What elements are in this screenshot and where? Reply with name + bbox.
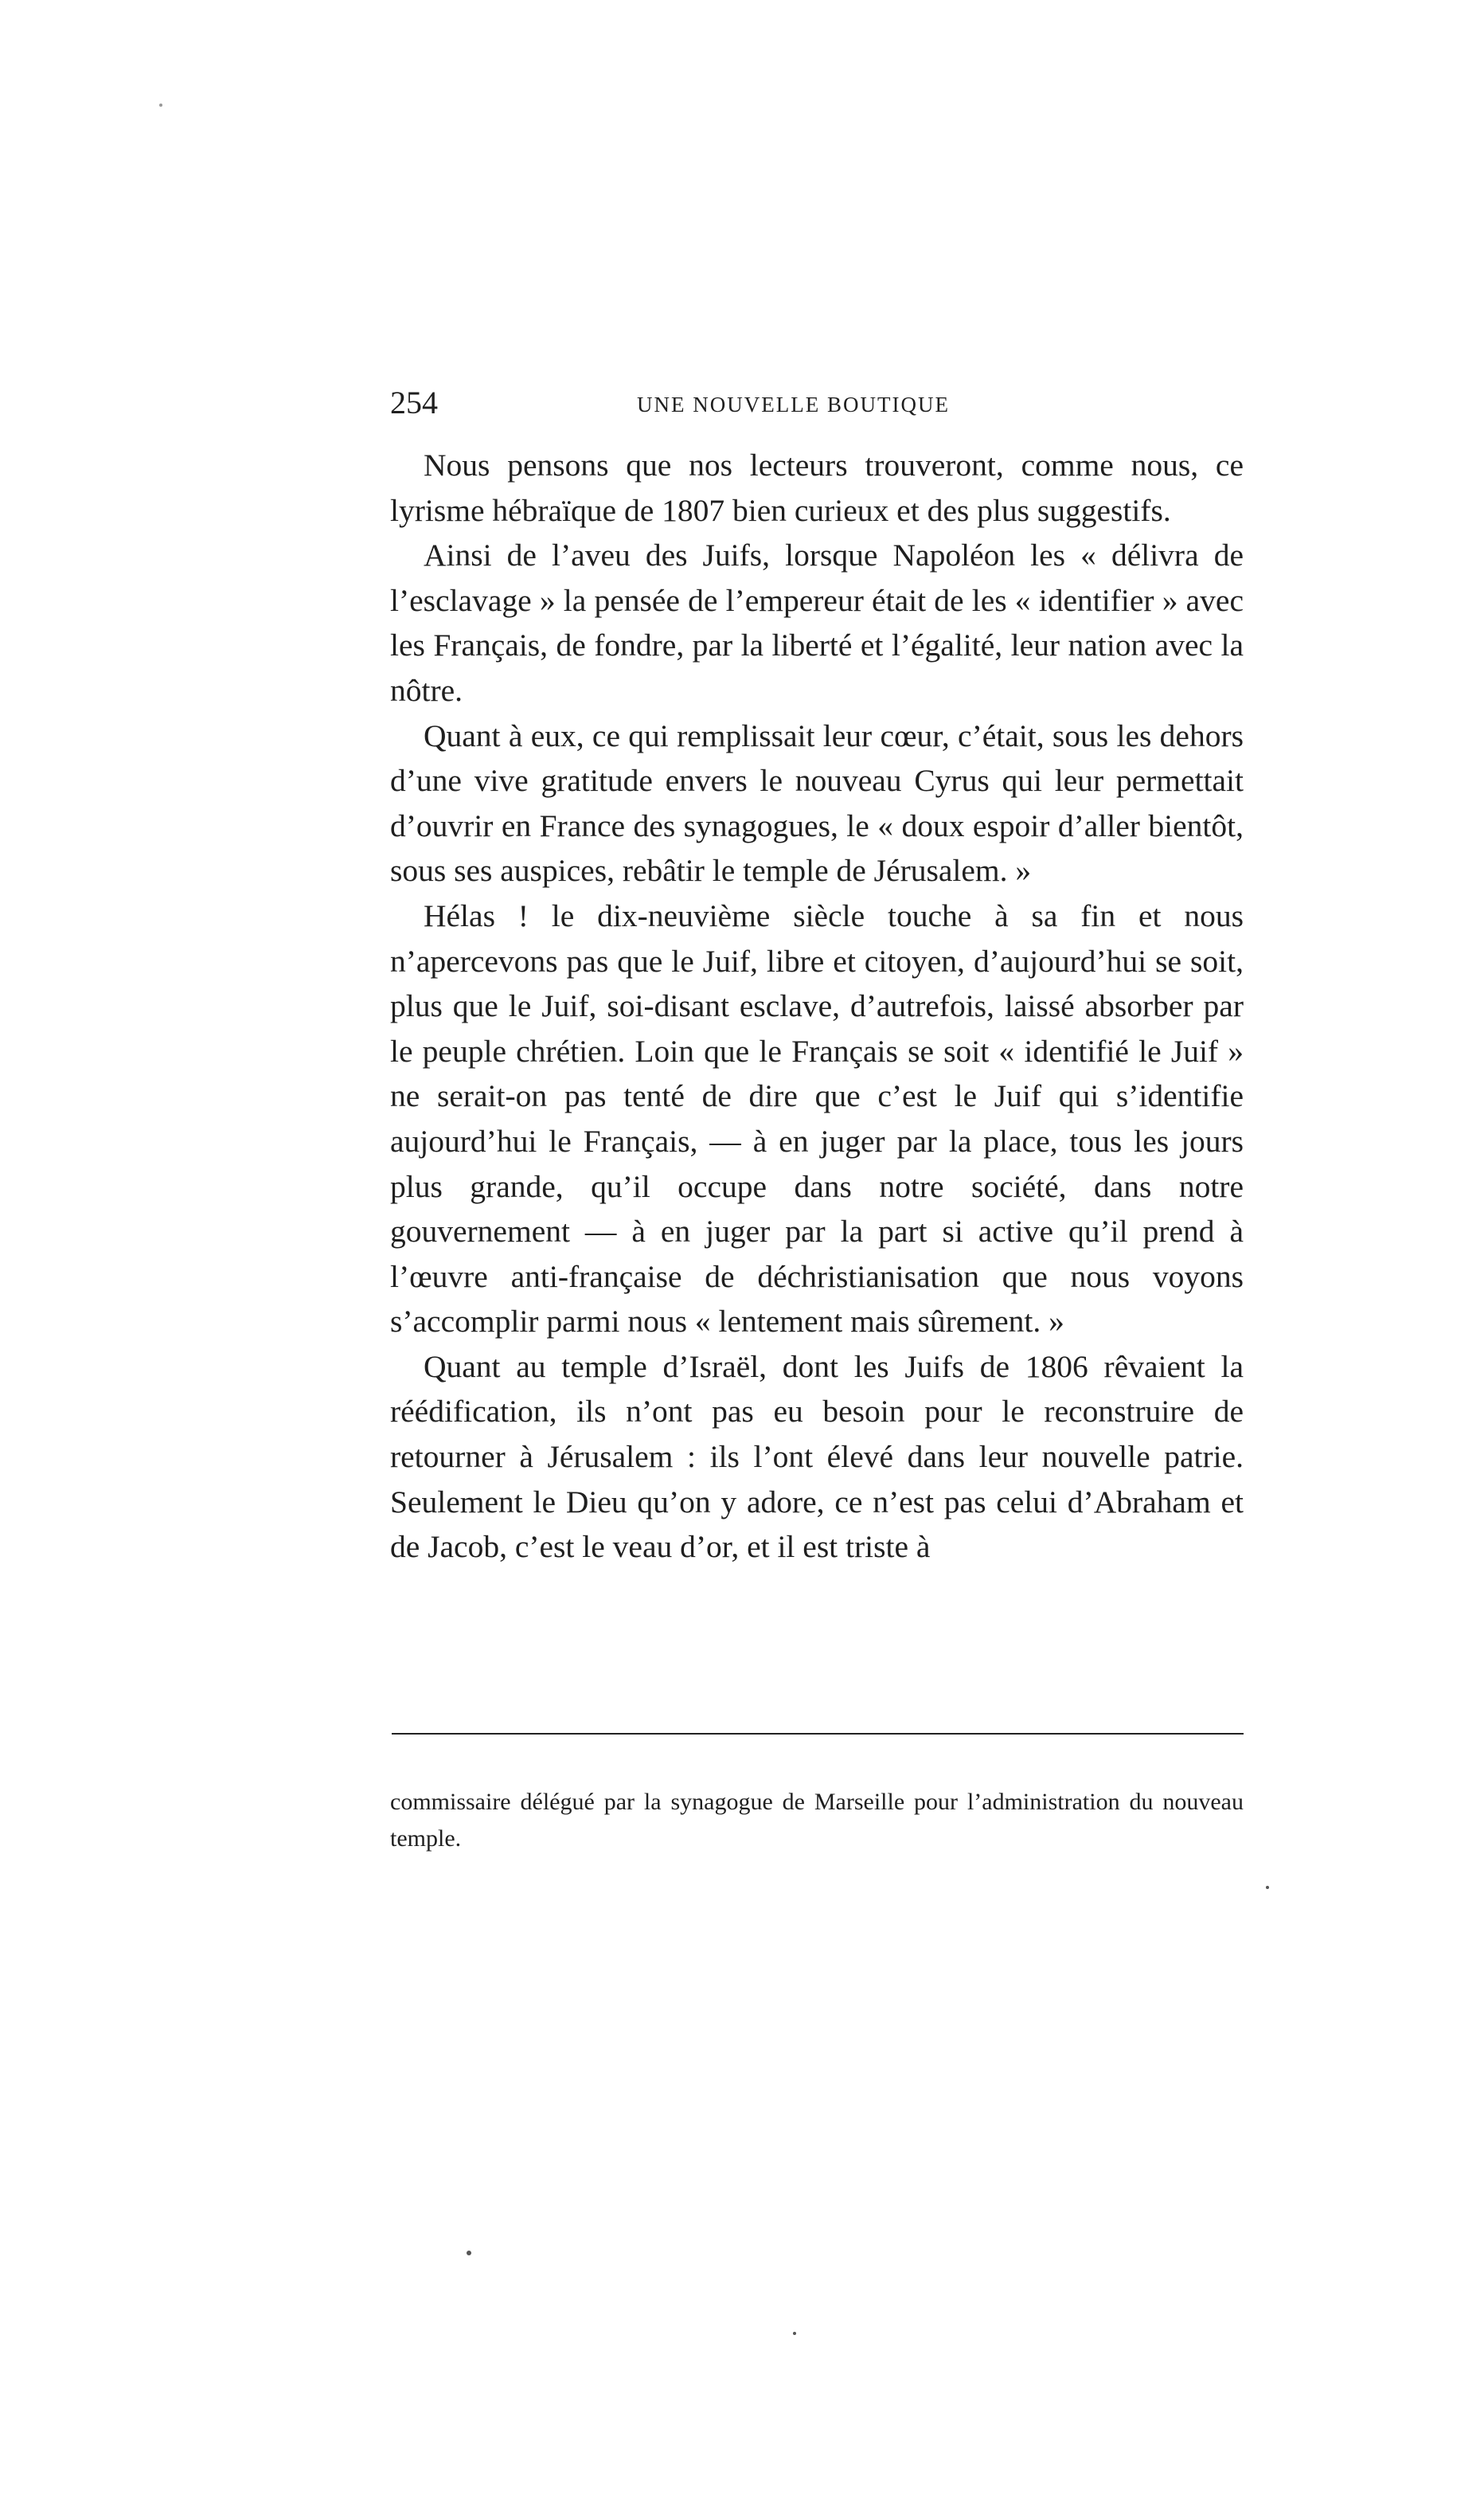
footnote: commissaire délégué par la synagogue de Marseille pour l’administration du nouveau temple.: [390, 1789, 1244, 1852]
paragraph: Nous pensons que nos lecteurs trouveront, comme nous, ce lyrisme hébraïque de 1807 bien curieux et des plus suggestifs.: [390, 448, 1244, 528]
paragraph: Hélas ! le dix-neuvième siècle touche à sa fin et nous n’apercevons pas que le Juif, libre et citoyen, d’aujourd’hui se soit, plus que le Juif, soi-disant esclave, d’autrefois, laissé absorber par le peuple chrétien. Loin que le Français se soit « identifié le Juif » ne serait-on pas tenté de dire que c’est le Juif qui s’identifie aujourd’hui le Français, — à en juger par la place, tous les jours plus grande, qu’il occupe dans notre société, dans notre gouvernement — à en juger par la part si active qu’il prend à l’œuvre anti-française de déchristianisation que nous voyons s’accomplir parmi nous « lentement mais sûrement. »: [390, 898, 1244, 1340]
paragraph: Quant à eux, ce qui remplissait leur cœur, c’était, sous les dehors d’une vive gratitude envers le nouveau Cyrus qui leur permettait d’ouvrir en France des synagogues, le « doux espoir d’aller bientôt, sous ses auspices, rebâtir le temple de Jérusalem. »: [390, 718, 1244, 889]
paper-speck: [793, 2332, 796, 2335]
body-text: [390, 443, 1244, 1570]
footnote-separator: [392, 1733, 1244, 1735]
paragraph: Ainsi de l’aveu des Juifs, lorsque Napoléon les « délivra de l’esclavage » la pensée de l’empereur était de les « identifier » avec les Français, de fondre, par la liberté et l’égalité, leur nation avec la nôtre.: [390, 538, 1244, 708]
paper-speck: [467, 2251, 471, 2255]
page-header: [390, 379, 1244, 427]
running-head: UNE NOUVELLE BOUTIQUE: [637, 393, 950, 417]
page-number: 254: [390, 385, 438, 420]
paper-speck: [159, 104, 162, 107]
paper-speck: [1266, 1886, 1269, 1889]
paragraph: Quant au temple d’Israël, dont les Juifs de 1806 rêvaient la réédification, ils n’ont pas eu besoin pour le reconstruire de retourner à Jérusalem : ils l’ont élevé dans leur nouvelle patrie. Seulement le Dieu qu’on y adore, ce n’est pas celui d’Abraham et de Jacob, c’est le veau d’or, et il est triste à: [390, 1348, 1244, 1565]
